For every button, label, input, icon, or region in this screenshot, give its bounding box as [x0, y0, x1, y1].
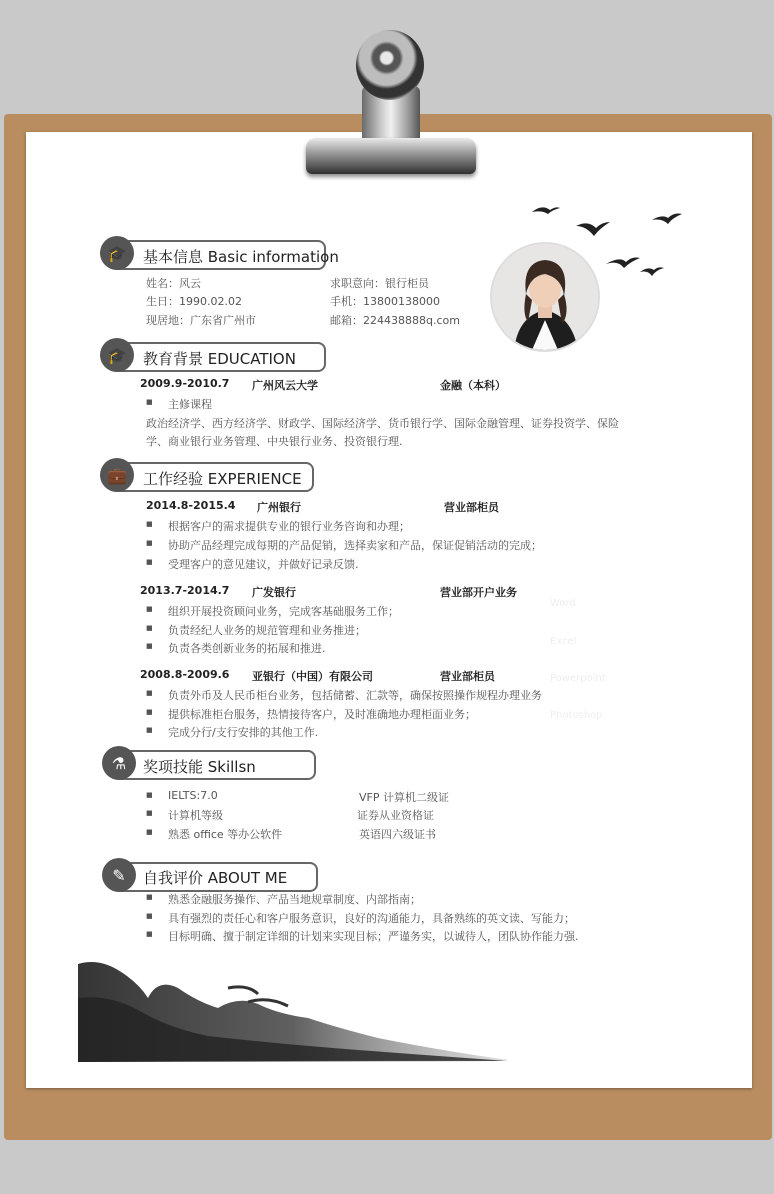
- about-item: ■ 熟悉金融服务操作、产品当地规章制度、内部指南；: [168, 891, 421, 907]
- flask-icon: ⚗: [102, 746, 136, 780]
- birth-field: 生日：1990.02.02: [146, 295, 242, 308]
- edu-courses-line2: 学、商业银行业务管理、中央银行业务、投资银行理.: [146, 435, 403, 448]
- edu-course-label: ■ 主修课程: [168, 396, 212, 412]
- ink-landscape-illustration: [78, 958, 508, 1064]
- address-field: 现居地：广东省广州市: [146, 314, 256, 327]
- job-period: 2013.7-2014.7: [140, 584, 230, 597]
- job-duty: ■ 负责外币及人民币柜台业务，包括储蓄、汇款等，确保按照操作规程办理业务: [168, 687, 542, 703]
- work-title: 工作经验 EXPERIENCE: [143, 470, 302, 488]
- basic-info-title: 基本信息 Basic information: [143, 248, 339, 266]
- ghost-label: Word: [550, 598, 576, 609]
- edu-courses-line1: 政治经济学、西方经济学、财政学、国际经济学、货币银行学、国际金融管理、证券投资学、保险: [146, 417, 619, 430]
- job-company: 广州银行: [257, 501, 301, 514]
- job-duty: ■ 提供标准柜台服务，热情接待客户，及时准确地办理柜面业务；: [168, 706, 476, 722]
- job-company: 亚银行（中国）有限公司: [252, 670, 373, 683]
- job-period: 2008.8-2009.6: [140, 668, 230, 681]
- edu-major: 金融（本科）: [440, 379, 506, 392]
- job-duty: ■ 负责各类创新业务的拓展和推进.: [168, 640, 326, 656]
- job-duty: ■ 根据客户的需求提供专业的银行业务咨询和办理；: [168, 518, 410, 534]
- about-title: 自我评价 ABOUT ME: [143, 869, 288, 887]
- certificate-item: 证券从业资格证: [357, 809, 434, 822]
- ghost-label: Excel: [550, 636, 577, 647]
- pencil-icon: ✎: [102, 858, 136, 892]
- education-title: 教育背景 EDUCATION: [143, 350, 296, 368]
- skill-item: ■ IELTS:7.0: [168, 789, 218, 802]
- ghost-label: Powerpoint: [550, 673, 606, 684]
- clip-base: [306, 138, 476, 174]
- certificate-item: 英语四六级证书: [359, 828, 436, 841]
- job-role: 营业部柜员: [440, 670, 495, 683]
- job-duty: ■ 协助产品经理完成每期的产品促销，选择卖家和产品，保证促销活动的完成；: [168, 537, 542, 553]
- skill-item: ■ 计算机等级: [168, 807, 223, 823]
- job-period: 2014.8-2015.4: [146, 499, 236, 512]
- name-field: 姓名：风云: [146, 277, 201, 290]
- skill-item: ■ 熟悉 office 等办公软件: [168, 826, 282, 842]
- email-field: 邮箱：224438888q.com: [330, 314, 460, 327]
- job-role: 营业部开户业务: [440, 586, 517, 599]
- clip-ring: [356, 30, 424, 100]
- graduation-cap-icon: 🎓: [100, 236, 134, 270]
- job-role: 营业部柜员: [444, 501, 499, 514]
- profile-photo: [490, 242, 600, 352]
- job-duty: ■ 负责经纪人业务的规范管理和业务推进；: [168, 622, 366, 638]
- job-duty: ■ 受理客户的意见建议，并做好记录反馈.: [168, 556, 359, 572]
- edu-period: 2009.9-2010.7: [140, 377, 230, 390]
- certificate-item: VFP 计算机二级证: [359, 791, 449, 804]
- job-duty: ■ 组织开展投资顾问业务，完成客基础服务工作；: [168, 603, 399, 619]
- phone-field: 手机：13800138000: [330, 295, 440, 308]
- intent-field: 求职意向：银行柜员: [330, 277, 429, 290]
- briefcase-icon: 💼: [100, 458, 134, 492]
- ghost-label: Photoshop: [550, 710, 603, 721]
- about-item: ■ 具有强烈的责任心和客户服务意识，良好的沟通能力，具备熟练的英文读、写能力；: [168, 910, 575, 926]
- job-company: 广发银行: [252, 586, 296, 599]
- about-item: ■ 目标明确、擅于制定详细的计划来实现目标；严谨务实，以诚待人，团队协作能力强.: [168, 928, 579, 944]
- edu-school: 广州风云大学: [252, 379, 318, 392]
- skills-title: 奖项技能 Skillsn: [143, 758, 256, 776]
- job-duty: ■ 完成分行/支行安排的其他工作.: [168, 724, 318, 740]
- graduation-cap-icon: 🎓: [100, 338, 134, 372]
